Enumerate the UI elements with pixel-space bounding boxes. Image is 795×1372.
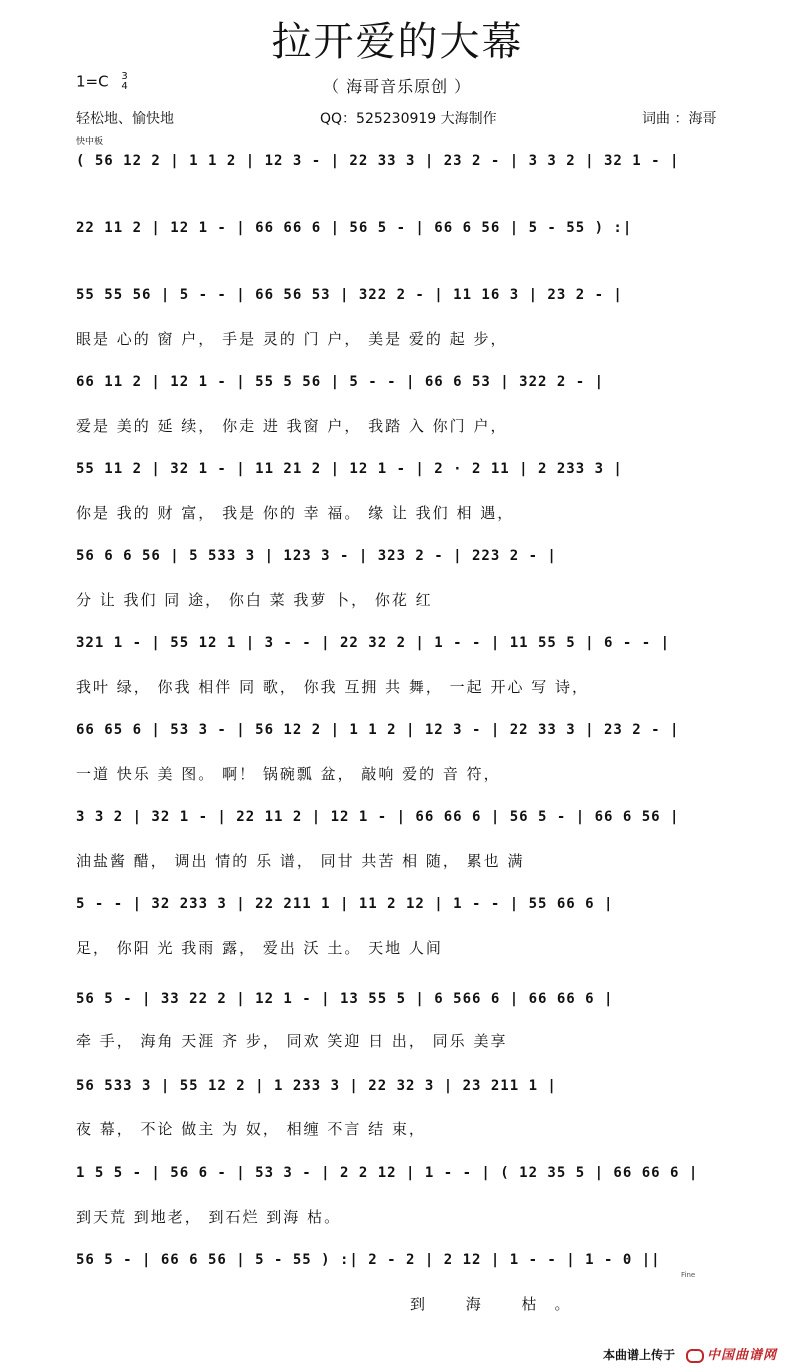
song-title: 拉开爱的大幕 xyxy=(271,19,524,65)
notation-row: 22 11 2 | 12 1 - | 66 66 6 | 56 5 - | 66 6 56 | 5 - 55 ) :| xyxy=(76,220,633,236)
notation-row: 55 11 2 | 32 1 - | 11 21 2 | 12 1 - | 2 · 2 11 | 2 233 3 | xyxy=(76,461,623,477)
qq-info: QQ：525230919 大海制作 xyxy=(320,111,497,127)
site-logo xyxy=(686,1344,777,1363)
lyrics-row: 分 让 我们 同 途， 你白 菜 我萝 卜， 你花 红 xyxy=(76,591,433,609)
lyrics-row: 一道 快乐 美 图。 啊！ 锅碗瓢 盆， 敲响 爱的 音 符， xyxy=(76,765,501,783)
tempo-marking: 快中板 xyxy=(76,137,104,147)
notation-row: 56 533 3 | 55 12 2 | 1 233 3 | 22 32 3 | 23 211 1 | xyxy=(76,1078,557,1094)
lyrics-row: 夜 幕， 不论 做主 为 奴， 相缠 不言 结 束， xyxy=(76,1120,426,1138)
style-marking: 轻松地、愉快地 xyxy=(76,111,174,127)
site-logo-text: 中国曲谱网 xyxy=(707,1348,778,1363)
credits: 词曲 ：海哥 xyxy=(642,111,717,127)
notation-row: 56 5 - | 33 22 2 | 12 1 - | 13 55 5 | 6 566 6 | 66 66 6 | xyxy=(76,991,614,1007)
notation-row: 1 5 5 - | 56 6 - | 53 3 - | 2 2 12 | 1 - - | ( 12 35 5 | 66 66 6 | xyxy=(76,1165,699,1181)
key-signature xyxy=(76,72,128,92)
lyrics-row: 到天荒 到地老， 到石烂 到海 枯。 xyxy=(76,1208,342,1226)
notation-row: 3 3 2 | 32 1 - | 22 11 2 | 12 1 - | 66 66 6 | 56 5 - | 66 6 56 | xyxy=(76,809,680,825)
notation-row: 66 11 2 | 12 1 - | 55 5 56 | 5 - - | 66 6 53 | 322 2 - | xyxy=(76,374,605,390)
notation-row: 321 1 - | 55 12 1 | 3 - - | 22 32 2 | 1 - - | 11 55 5 | 6 - - | xyxy=(76,635,671,651)
lyrics-row: 爱是 美的 延 续， 你走 进 我窗 户， 我踏 入 你门 户， xyxy=(76,417,508,435)
notation-row: 56 5 - | 66 6 56 | 5 - 55 ) :| 2 - 2 | 2 12 | 1 - - | 1 - 0 || xyxy=(76,1252,661,1268)
lyrics-row: 足， 你阳 光 我雨 露， 爱出 沃 土。 天地 人间 xyxy=(76,939,443,957)
lyrics-row: 油盐酱 醋， 调出 情的 乐 谱， 同甘 共苦 相 随， 累也 满 xyxy=(76,852,525,870)
lyrics-row: 我叶 绿， 你我 相伴 同 歌， 你我 互拥 共 舞， 一起 开心 写 诗， xyxy=(76,678,589,696)
subtitle: （ 海哥音乐原创 ） xyxy=(323,77,472,96)
notation-row: ( 56 12 2 | 1 1 2 | 12 3 - | 22 33 3 | 23 2 - | 3 3 2 | 32 1 - | xyxy=(76,153,680,169)
notation-row: 66 65 6 | 53 3 - | 56 12 2 | 1 1 2 | 12 3 - | 22 33 3 | 23 2 - | xyxy=(76,722,680,738)
lyrics-row: 牵 手， 海角 天涯 齐 步， 同欢 笑迎 日 出， 同乐 美享 xyxy=(76,1032,508,1050)
lyrics-row: 你是 我的 财 富， 我是 你的 幸 福。 缘 让 我们 相 遇， xyxy=(76,504,515,522)
notation-row: 5 - - | 32 233 3 | 22 211 1 | 11 2 12 | 1 - - | 55 66 6 | xyxy=(76,896,614,912)
footer-text: 本曲谱上传于 xyxy=(603,1348,676,1362)
time-sig-bottom: 4 xyxy=(121,81,128,92)
logo-icon xyxy=(686,1349,704,1363)
time-sig-top: 3 xyxy=(121,71,128,82)
notation-row: 56 6 6 56 | 5 533 3 | 123 3 - | 323 2 - | 223 2 - | xyxy=(76,548,557,564)
key-label: 1=C xyxy=(76,72,109,91)
time-signature xyxy=(121,72,127,92)
fine-mark: Fine xyxy=(681,1271,696,1279)
lyrics-row: 到 海 枯。 xyxy=(410,1295,588,1313)
lyrics-row: 眼是 心的 窗 户， 手是 灵的 门 户， 美是 爱的 起 步， xyxy=(76,330,508,348)
notation-row: 55 55 56 | 5 - - | 66 56 53 | 322 2 - | 11 16 3 | 23 2 - | xyxy=(76,287,623,303)
